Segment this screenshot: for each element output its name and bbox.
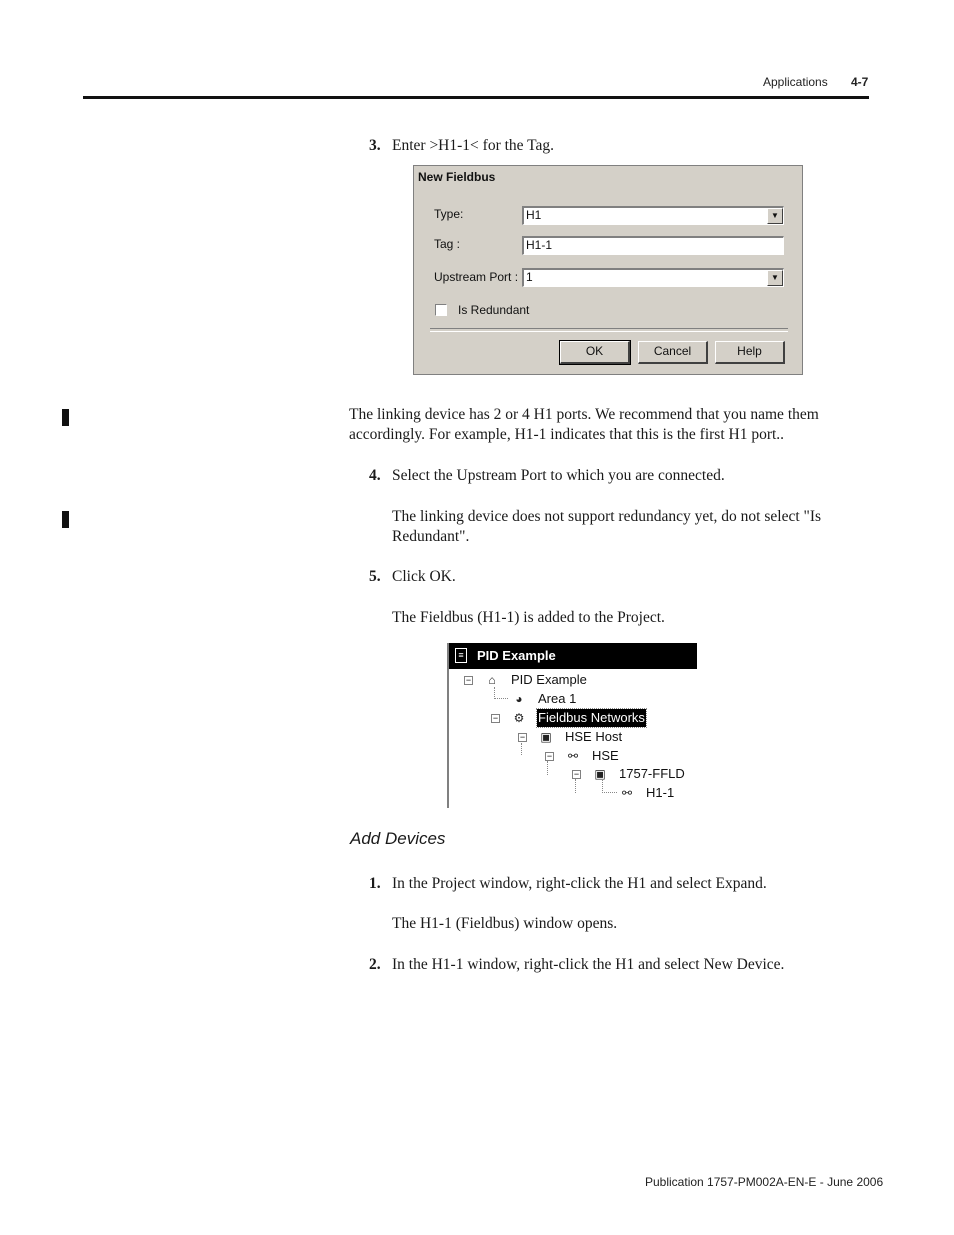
network-icon: ⚙ [513, 711, 525, 725]
add-step-2 [369, 955, 785, 975]
collapse-icon[interactable]: − [546, 751, 553, 761]
change-bar [62, 511, 69, 528]
tree-node-hse-host[interactable] [461, 728, 661, 746]
tree-node-label: Fieldbus Networks [538, 710, 645, 725]
bus-icon: ⚯ [621, 786, 633, 800]
step-number: 2. [369, 956, 381, 973]
tree-node-hse[interactable] [461, 747, 661, 765]
ok-button[interactable]: OK [560, 341, 630, 364]
tree-title-bar [449, 643, 697, 669]
dialog-title: New Fieldbus [416, 168, 800, 186]
step-text: Select the Upstream Port to which you are connected. [392, 467, 725, 484]
type-value: H1 [526, 208, 542, 222]
add-step-1 [369, 874, 767, 894]
tag-value: H1-1 [526, 238, 553, 252]
new-fieldbus-dialog [413, 165, 803, 375]
step-number: 4. [369, 467, 381, 484]
upstream-port-value: 1 [526, 270, 533, 284]
plant-icon: ⌂ [488, 673, 496, 687]
tree-node-area-1[interactable] [461, 690, 661, 708]
upstream-port-label: Upstream Port : [434, 270, 519, 284]
step-3 [369, 136, 555, 156]
step-text: In the H1-1 window, right-click the H1 and select New Device. [392, 956, 785, 973]
cancel-button[interactable]: Cancel [638, 341, 708, 364]
tag-label: Tag : [434, 237, 461, 251]
step-number: 3. [369, 137, 381, 154]
collapse-icon[interactable]: − [492, 713, 499, 723]
step-text: In the Project window, right-click the H1 and select Expand. [392, 875, 767, 892]
is-redundant-checkbox[interactable] [435, 304, 447, 316]
dialog-separator [430, 328, 788, 332]
tree-node-label: H1-1 [646, 785, 675, 800]
type-select[interactable] [522, 206, 784, 225]
tree-node-label: Area 1 [538, 691, 577, 706]
host-icon: ▣ [540, 730, 552, 744]
project-tree-window [447, 643, 697, 808]
step-number: 1. [369, 875, 381, 892]
is-redundant-label: Is Redundant [458, 303, 530, 317]
device-icon: ▣ [594, 767, 606, 781]
tree-node-label: 1757-FFLD [619, 766, 685, 781]
upstream-port-select[interactable] [522, 268, 784, 287]
change-bar [62, 409, 69, 426]
step-text: Enter >H1-1< for the Tag. [392, 137, 555, 154]
page-number: 4-7 [851, 75, 869, 89]
tree-node-fieldbus-networks[interactable] [461, 709, 681, 727]
chevron-down-icon[interactable]: ▼ [767, 270, 783, 286]
tree-node-pid-example[interactable] [461, 671, 661, 689]
step-text: Click OK. [392, 568, 456, 585]
chevron-down-icon[interactable]: ▼ [767, 208, 783, 224]
step-number: 5. [369, 568, 381, 585]
running-header-section: Applications [763, 75, 828, 89]
bus-icon: ⚯ [567, 749, 579, 763]
step-5 [369, 567, 456, 587]
project-icon: ≡ [455, 648, 467, 663]
tree-node-label: HSE Host [565, 729, 623, 744]
header-rule [83, 96, 869, 99]
tag-input[interactable] [522, 236, 784, 255]
tree-title: PID Example [477, 648, 556, 663]
collapse-icon[interactable]: − [465, 675, 472, 685]
paragraph-redundancy-note: The linking device does not support redundancy yet, do not select "Is Redundant". [392, 508, 822, 545]
paragraph-linking-device-ports: The linking device has 2 or 4 H1 ports. We recommend that you name them accordingly. For example, H1-1 indicates that this is the first H1 port.. [349, 406, 819, 443]
tree-node-label: PID Example [511, 672, 587, 687]
type-label: Type: [434, 207, 464, 221]
paragraph-window-opens: The H1-1 (Fieldbus) window opens. [392, 915, 618, 932]
tree-node-label: HSE [592, 748, 619, 763]
tree-node-1757-ffld[interactable] [461, 765, 685, 783]
area-icon: ◕ [515, 692, 523, 706]
collapse-icon[interactable]: − [519, 732, 526, 742]
help-button[interactable]: Help [715, 341, 785, 364]
paragraph-fieldbus-added: The Fieldbus (H1-1) is added to the Project. [392, 609, 665, 626]
collapse-icon[interactable]: − [573, 769, 580, 779]
footer-publication: Publication 1757-PM002A-EN-E - June 2006 [645, 1175, 884, 1189]
section-title-add-devices: Add Devices [350, 829, 446, 848]
tree-node-h1-1[interactable] [461, 784, 681, 802]
step-4 [369, 466, 725, 486]
